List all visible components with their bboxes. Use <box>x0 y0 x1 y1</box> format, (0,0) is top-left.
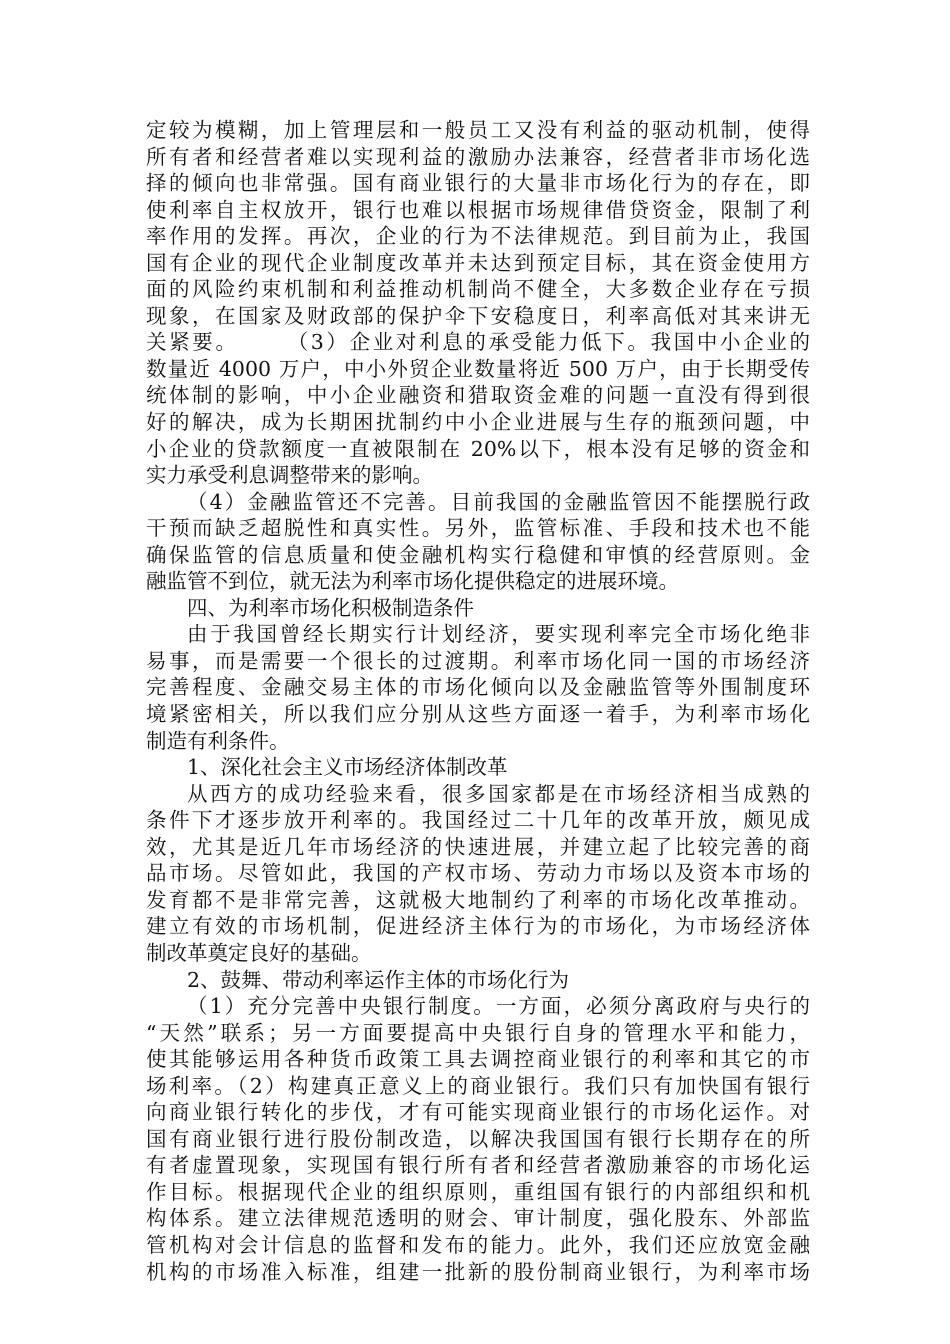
text-line: 效，尤其是近几年市场经济的快速进展，并建立起了比较完善的商 <box>146 834 810 859</box>
text-line: 建立有效的市场机制，促进经济主体行为的市场化，为市场经济体 <box>146 914 810 939</box>
text-line: 好的解决，成为长期困扰制约中小企业进展与生存的瓶颈问题，中 <box>146 410 810 435</box>
text-line: 从西方的成功经验来看，很多国家都是在市场经济相当成熟的 <box>187 781 810 806</box>
text-line: 机构的市场准入标准，组建一批新的股份制商业银行，为利率市场 <box>146 1259 810 1284</box>
text-line: “天然”联系；另一方面要提高中央银行自身的管理水平和能力， <box>146 1020 810 1045</box>
text-line: 四、为利率市场化积极制造条件 <box>187 595 474 620</box>
text-line: 小企业的贷款额度一直被限制在 20%以下，根本没有足够的资金和 <box>146 436 810 461</box>
text-line: 关紧要。 （3）企业对利息的承受能力低下。我国中小企业的 <box>146 330 810 355</box>
text-line: 国有商业银行进行股份制改造，以解决我国国有银行长期存在的所 <box>146 1126 810 1151</box>
text-line: 条件下才逐步放开利率的。我国经过二十几年的改革开放，颇见成 <box>146 808 810 833</box>
text-line: 完善程度、金融交易主体的市场化倾向以及金融监管等外围制度环 <box>146 675 810 700</box>
text-line: 使利率自主权放开，银行也难以根据市场规律借贷资金，限制了利 <box>146 197 810 222</box>
text-line: 实力承受利息调整带来的影响。 <box>146 463 433 488</box>
text-line: 发育都不是非常完善，这就极大地制约了利率的市场化改革推动。 <box>146 887 810 912</box>
text-line: 作目标。根据现代企业的组织原则，重组国有银行的内部组织和机 <box>146 1179 810 1204</box>
text-line: （1）充分完善中央银行制度。一方面，必须分离政府与央行的 <box>187 994 810 1019</box>
body-text <box>146 117 810 1285</box>
text-line: 数量近 4000 万户，中小外贸企业数量将近 500 万户，由于长期受传 <box>146 356 810 381</box>
text-line: 率作用的发挥。再次，企业的行为不法律规范。到目前为止，我国 <box>146 224 810 249</box>
text-line: 使其能够运用各种货币政策工具去调控商业银行的利率和其它的市 <box>146 1047 810 1072</box>
text-line: 现象，在国家及财政部的保护伞下安稳度日，利率高低对其来讲无 <box>146 303 810 328</box>
text-line: 择的倾向也非常强。国有商业银行的大量非市场化行为的存在，即 <box>146 171 810 196</box>
text-line: 面的风险约束机制和利益推动机制尚不健全，大多数企业存在亏损 <box>146 277 810 302</box>
text-line: 确保监管的信息质量和使金融机构实行稳健和审慎的经营原则。金 <box>146 542 810 567</box>
text-line: 场利率。（2）构建真正意义上的商业银行。我们只有加快国有银行 <box>146 1073 810 1098</box>
text-line: 干预而缺乏超脱性和真实性。另外，监管标准、手段和技术也不能 <box>146 516 810 541</box>
text-line: 境紧密相关，所以我们应分别从这些方面逐一着手，为利率市场化 <box>146 702 810 727</box>
text-line: 向商业银行转化的步伐，才有可能实现商业银行的市场化运作。对 <box>146 1100 810 1125</box>
text-line: 制改革奠定良好的基础。 <box>146 940 372 965</box>
text-line: 统体制的影响，中小企业融资和猎取资金难的问题一直没有得到很 <box>146 383 810 408</box>
text-line: 1、深化社会主义市场经济体制改革 <box>187 755 508 780</box>
text-line: 由于我国曾经长期实行计划经济，要实现利率完全市场化绝非 <box>187 622 810 647</box>
text-line: 国有企业的现代企业制度改革并未达到预定目标，其在资金使用方 <box>146 250 810 275</box>
text-line: 有者虚置现象，实现国有银行所有者和经营者激励兼容的市场化运 <box>146 1153 810 1178</box>
text-line: （4）金融监管还不完善。目前我国的金融监管因不能摆脱行政 <box>187 489 810 514</box>
text-line: 2、鼓舞、带动利率运作主体的市场化行为 <box>187 967 570 992</box>
text-line: 融监管不到位，就无法为利率市场化提供稳定的进展环境。 <box>146 569 679 594</box>
text-line: 品市场。尽管如此，我国的产权市场、劳动力市场以及资本市场的 <box>146 861 810 886</box>
text-line: 所有者和经营者难以实现利益的激励办法兼容，经营者非市场化选 <box>146 144 810 169</box>
text-line: 易事，而是需要一个很长的过渡期。利率市场化同一国的市场经济 <box>146 648 810 673</box>
text-line: 构体系。建立法律规范透明的财会、审计制度，强化股东、外部监 <box>146 1206 810 1231</box>
text-line: 管机构对会计信息的监督和发布的能力。此外，我们还应放宽金融 <box>146 1232 810 1257</box>
text-line: 制造有利条件。 <box>146 728 290 753</box>
text-line: 定较为模糊，加上管理层和一般员工又没有利益的驱动机制，使得 <box>146 118 810 142</box>
